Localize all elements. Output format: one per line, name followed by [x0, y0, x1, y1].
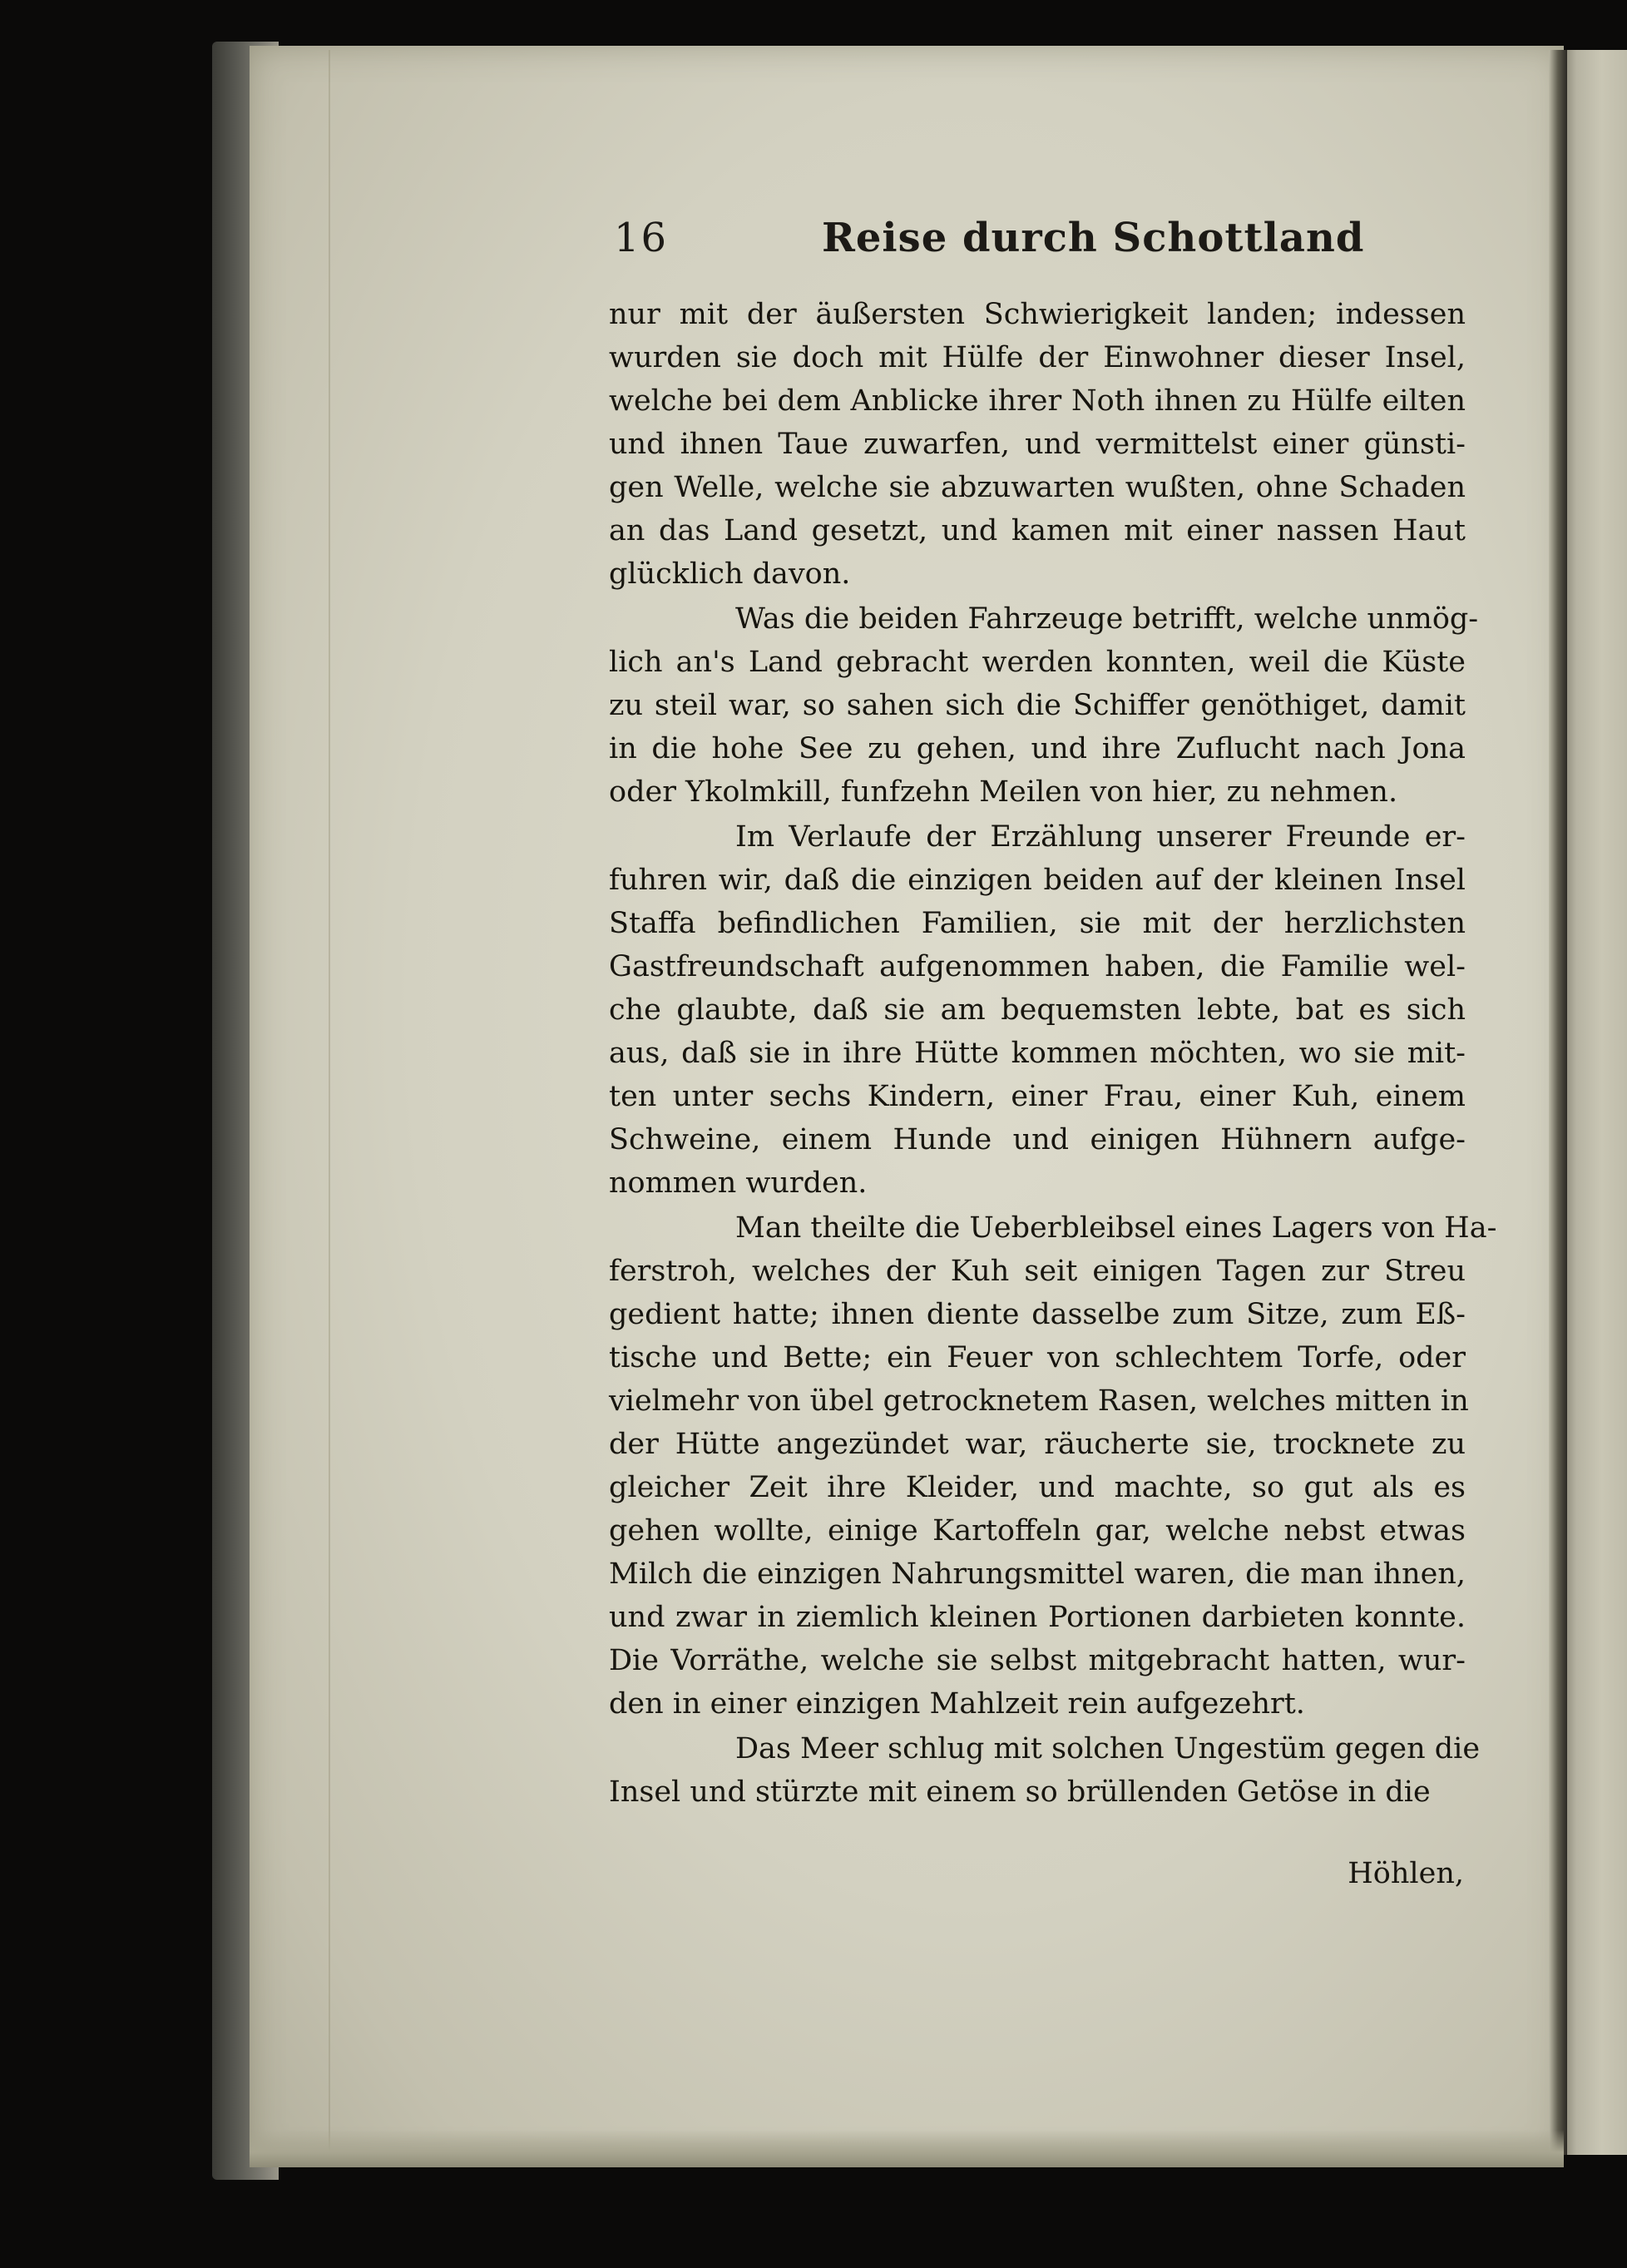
body-text — [609, 293, 1497, 1815]
text-line: nur mit der äußersten Schwierigkeit landen; indessen — [609, 298, 1466, 331]
book-gutter — [1549, 50, 1567, 2155]
right-page-edge — [1564, 50, 1627, 2155]
text-line: gen Welle, welche sie abzuwarten wußten, ohne Schaden — [609, 471, 1466, 504]
text-line: che glaubte, daß sie am bequemsten lebte, bat es sich — [609, 993, 1466, 1027]
text-line: gleicher Zeit ihre Kleider, und machte, so gut als es — [609, 1471, 1466, 1504]
text-line: lich an's Land gebracht werden konnten, weil die Küste — [609, 646, 1466, 679]
page-bottom-edge — [250, 2130, 1564, 2167]
paragraph — [609, 1727, 1481, 1814]
text-line: Staffa befindlichen Familien, sie mit der herzlichsten — [609, 907, 1466, 940]
paragraph — [609, 1206, 1497, 1726]
text-line: ten unter sechs Kindern, einer Frau, einer Kuh, einem — [609, 1080, 1466, 1113]
text-line: Man theilte die Ueberbleibsel eines Lagers von Ha- — [735, 1211, 1497, 1245]
text-line: aus, daß sie in ihre Hütte kommen möchten, wo sie mit- — [609, 1037, 1466, 1070]
text-line: fuhren wir, daß die einzigen beiden auf der kleinen Insel — [609, 864, 1466, 897]
text-line: nommen wurden. — [609, 1166, 868, 1200]
text-line: Milch die einzigen Nahrungsmittel waren, die man ihnen, — [609, 1557, 1466, 1591]
text-line: Die Vorräthe, welche sie selbst mitgebracht hatten, wur- — [609, 1644, 1466, 1677]
paragraph — [609, 293, 1466, 596]
catchword: Höhlen, — [1348, 1857, 1464, 1890]
text-line: an das Land gesetzt, und kamen mit einer nassen Haut — [609, 514, 1466, 547]
text-line: vielmehr von übel getrocknetem Rasen, welches mitten in — [609, 1384, 1469, 1418]
page-edge-line — [329, 50, 330, 2163]
text-line: und zwar in ziemlich kleinen Portionen darbieten konnte. — [609, 1601, 1466, 1634]
running-title: Reise durch Schottland — [822, 215, 1365, 261]
paragraph — [609, 597, 1479, 814]
text-line: Was die beiden Fahrzeuge betrifft, welche unmög- — [735, 602, 1479, 636]
text-line: wurden sie doch mit Hülfe der Einwohner dieser Insel, — [609, 341, 1466, 374]
text-line: Das Meer schlug mit solchen Ungestüm gegen die — [735, 1732, 1481, 1765]
page-number: 16 — [614, 215, 669, 261]
text-line: oder Ykolmkill, funfzehn Meilen von hier, zu nehmen. — [609, 775, 1398, 809]
page-header — [614, 215, 1462, 281]
text-line: in die hohe See zu gehen, und ihre Zuflucht nach Jona — [609, 732, 1466, 765]
text-line: welche bei dem Anblicke ihrer Noth ihnen zu Hülfe eilten — [609, 384, 1466, 418]
text-line: der Hütte angezündet war, räucherte sie, trocknete zu — [609, 1428, 1466, 1461]
text-line: ferstroh, welches der Kuh seit einigen Tagen zur Streu — [609, 1255, 1466, 1288]
text-line: gedient hatte; ihnen diente dasselbe zum Sitze, zum Eß- — [609, 1298, 1466, 1331]
text-line: zu steil war, so sahen sich die Schiffer genöthiget, damit — [609, 689, 1466, 722]
text-line: gehen wollte, einige Kartoffeln gar, welche nebst etwas — [609, 1514, 1466, 1547]
paragraph — [609, 815, 1466, 1205]
text-line: den in einer einzigen Mahlzeit rein aufgezehrt. — [609, 1687, 1305, 1721]
text-line: tische und Bette; ein Feuer von schlechtem Torfe, oder — [609, 1341, 1466, 1374]
text-line: glücklich davon. — [609, 557, 851, 591]
text-line: und ihnen Taue zuwarfen, und vermittelst einer günsti- — [609, 428, 1466, 461]
text-line: Gastfreundschaft aufgenommen haben, die Familie wel- — [609, 950, 1466, 983]
text-line: Insel und stürzte mit einem so brüllenden Getöse in die — [609, 1775, 1431, 1809]
text-line: Schweine, einem Hunde und einigen Hühnern aufge- — [609, 1123, 1466, 1156]
text-line: Im Verlaufe der Erzählung unserer Freunde er- — [735, 820, 1466, 854]
